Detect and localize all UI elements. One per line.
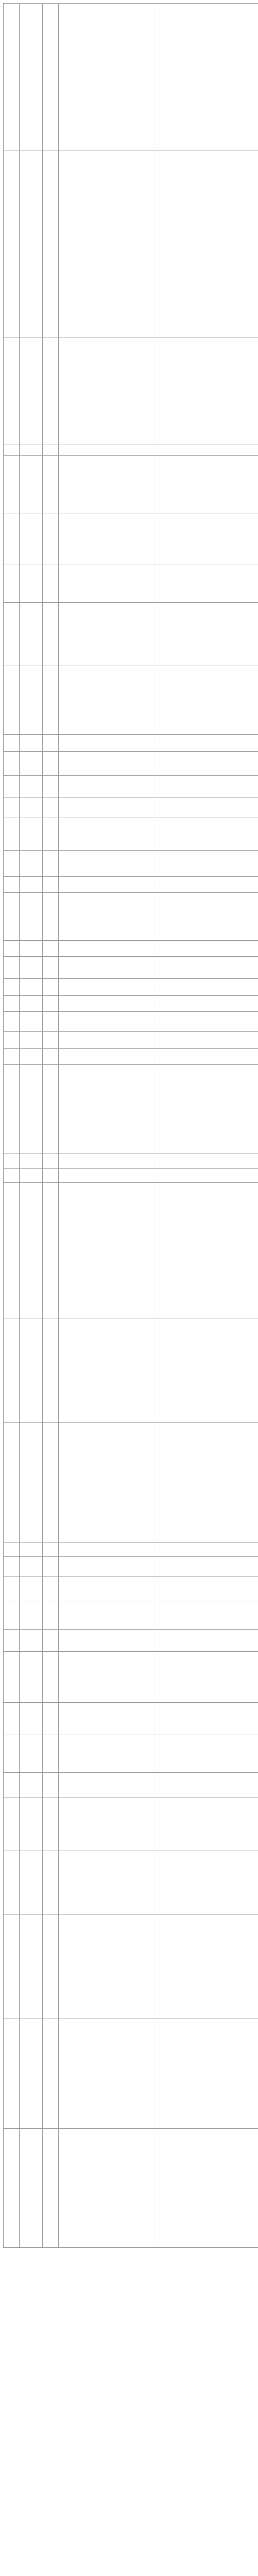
table-row xyxy=(4,818,258,851)
table-cell-c0 xyxy=(4,798,20,818)
table-cell-c1 xyxy=(20,1183,43,1318)
table-cell-c2 xyxy=(43,565,59,603)
table-cell-c1 xyxy=(20,1032,43,1049)
table-cell-c1 xyxy=(20,957,43,979)
table-cell-c0 xyxy=(4,1557,20,1577)
table-cell-c2 xyxy=(43,1630,59,1652)
table-cell-c1 xyxy=(20,603,43,666)
table-cell-c3 xyxy=(59,337,154,445)
table-cell-c4 xyxy=(154,1318,258,1423)
table-row xyxy=(4,1557,258,1577)
table-cell-c3 xyxy=(59,957,154,979)
table-cell-c0 xyxy=(4,818,20,851)
table-cell-c0 xyxy=(4,979,20,996)
table-cell-c2 xyxy=(43,851,59,877)
table-cell-c0 xyxy=(4,1798,20,1851)
table-cell-c2 xyxy=(43,150,59,337)
table-cell-c1 xyxy=(20,941,43,957)
table-cell-c4 xyxy=(154,1703,258,1735)
table-cell-c2 xyxy=(43,979,59,996)
table-row xyxy=(4,851,258,877)
table-cell-c3 xyxy=(59,877,154,893)
table-row xyxy=(4,2019,258,2129)
table-cell-c3 xyxy=(59,4,154,150)
table-cell-c1 xyxy=(20,979,43,996)
table-row xyxy=(4,1012,258,1032)
table-cell-c0 xyxy=(4,456,20,514)
table-cell-c0 xyxy=(4,2129,20,2248)
table-cell-c0 xyxy=(4,1049,20,1065)
table-row xyxy=(4,752,258,776)
table-cell-c0 xyxy=(4,603,20,666)
table-cell-c0 xyxy=(4,1652,20,1703)
table-cell-c0 xyxy=(4,893,20,941)
table-cell-c4 xyxy=(154,1049,258,1065)
table-cell-c4 xyxy=(154,776,258,798)
table-cell-c0 xyxy=(4,150,20,337)
table-row xyxy=(4,1601,258,1630)
table-cell-c0 xyxy=(4,565,20,603)
table-cell-c1 xyxy=(20,2019,43,2129)
table-cell-c4 xyxy=(154,877,258,893)
table-cell-c1 xyxy=(20,818,43,851)
table-cell-c3 xyxy=(59,2019,154,2129)
table-cell-c3 xyxy=(59,893,154,941)
table-row xyxy=(4,996,258,1012)
table-cell-c4 xyxy=(154,1914,258,2019)
table-cell-c4 xyxy=(154,941,258,957)
table-cell-c2 xyxy=(43,818,59,851)
table-cell-c1 xyxy=(20,1169,43,1183)
table-cell-c1 xyxy=(20,1703,43,1735)
table-cell-c4 xyxy=(154,1577,258,1601)
table-cell-c1 xyxy=(20,565,43,603)
table-cell-c0 xyxy=(4,752,20,776)
table-cell-c3 xyxy=(59,851,154,877)
table-cell-c1 xyxy=(20,1557,43,1577)
table-cell-c3 xyxy=(59,1914,154,2019)
table-row xyxy=(4,1652,258,1703)
table-cell-c1 xyxy=(20,752,43,776)
table-cell-c2 xyxy=(43,1773,59,1798)
table-cell-c3 xyxy=(59,445,154,456)
table-cell-c2 xyxy=(43,514,59,565)
table-cell-c3 xyxy=(59,776,154,798)
table-cell-c0 xyxy=(4,1423,20,1543)
table-cell-c3 xyxy=(59,1318,154,1423)
table-cell-c1 xyxy=(20,776,43,798)
table-cell-c4 xyxy=(154,2129,258,2248)
table-cell-c0 xyxy=(4,941,20,957)
table-cell-c4 xyxy=(154,1543,258,1557)
table-row xyxy=(4,456,258,514)
table-cell-c2 xyxy=(43,798,59,818)
table-body xyxy=(4,4,258,2248)
table-cell-c3 xyxy=(59,996,154,1012)
table-cell-c0 xyxy=(4,1032,20,1049)
table-cell-c1 xyxy=(20,666,43,735)
table-cell-c0 xyxy=(4,877,20,893)
table-cell-c4 xyxy=(154,1630,258,1652)
table-cell-c1 xyxy=(20,1154,43,1169)
table-cell-c3 xyxy=(59,735,154,752)
table-cell-c3 xyxy=(59,979,154,996)
table-cell-c2 xyxy=(43,752,59,776)
table-cell-c2 xyxy=(43,456,59,514)
table-cell-c4 xyxy=(154,893,258,941)
table-cell-c4 xyxy=(154,1735,258,1773)
table-cell-c4 xyxy=(154,1032,258,1049)
table-cell-c3 xyxy=(59,1773,154,1798)
table-cell-c3 xyxy=(59,1851,154,1914)
table-row xyxy=(4,1049,258,1065)
table-cell-c4 xyxy=(154,957,258,979)
table-row xyxy=(4,735,258,752)
table-cell-c1 xyxy=(20,1630,43,1652)
table-cell-c1 xyxy=(20,798,43,818)
table-cell-c2 xyxy=(43,1851,59,1914)
table-cell-c2 xyxy=(43,666,59,735)
table-cell-c3 xyxy=(59,1169,154,1183)
table-cell-c4 xyxy=(154,456,258,514)
table-cell-c1 xyxy=(20,445,43,456)
table-cell-c0 xyxy=(4,1577,20,1601)
table-cell-c2 xyxy=(43,337,59,445)
table-cell-c0 xyxy=(4,1065,20,1154)
table-cell-c1 xyxy=(20,150,43,337)
table-cell-c3 xyxy=(59,941,154,957)
table-cell-c0 xyxy=(4,1851,20,1914)
table-cell-c4 xyxy=(154,1798,258,1851)
table-cell-c2 xyxy=(43,1798,59,1851)
table-cell-c4 xyxy=(154,1183,258,1318)
table-row xyxy=(4,666,258,735)
table-cell-c4 xyxy=(154,337,258,445)
table-cell-c2 xyxy=(43,735,59,752)
table-row xyxy=(4,1914,258,2019)
document-table xyxy=(3,3,258,2248)
table-cell-c0 xyxy=(4,1703,20,1735)
table-cell-c3 xyxy=(59,1543,154,1557)
table-cell-c1 xyxy=(20,1735,43,1773)
table-cell-c1 xyxy=(20,893,43,941)
table-cell-c2 xyxy=(43,776,59,798)
table-cell-c4 xyxy=(154,445,258,456)
table-cell-c3 xyxy=(59,1065,154,1154)
table-cell-c3 xyxy=(59,1652,154,1703)
table-row xyxy=(4,941,258,957)
table-cell-c4 xyxy=(154,798,258,818)
table-cell-c3 xyxy=(59,1735,154,1773)
table-cell-c2 xyxy=(43,1049,59,1065)
table-cell-c2 xyxy=(43,1169,59,1183)
table-cell-c2 xyxy=(43,1601,59,1630)
table-row xyxy=(4,776,258,798)
table-cell-c1 xyxy=(20,1012,43,1032)
table-cell-c3 xyxy=(59,1577,154,1601)
table-cell-c0 xyxy=(4,4,20,150)
table-cell-c2 xyxy=(43,2019,59,2129)
table-cell-c4 xyxy=(154,1065,258,1154)
table-cell-c3 xyxy=(59,565,154,603)
table-cell-c0 xyxy=(4,957,20,979)
table-cell-c1 xyxy=(20,1851,43,1914)
table-row xyxy=(4,1703,258,1735)
table-cell-c0 xyxy=(4,776,20,798)
table-cell-c1 xyxy=(20,1065,43,1154)
table-cell-c3 xyxy=(59,666,154,735)
table-cell-c4 xyxy=(154,752,258,776)
table-cell-c2 xyxy=(43,1423,59,1543)
table-cell-c1 xyxy=(20,1049,43,1065)
table-cell-c3 xyxy=(59,1423,154,1543)
table-cell-c0 xyxy=(4,1169,20,1183)
table-cell-c2 xyxy=(43,1543,59,1557)
table-cell-c2 xyxy=(43,1557,59,1577)
table-row xyxy=(4,1154,258,1169)
table-row xyxy=(4,1318,258,1423)
table-cell-c4 xyxy=(154,1851,258,1914)
table-cell-c3 xyxy=(59,514,154,565)
table-row xyxy=(4,1630,258,1652)
table-cell-c2 xyxy=(43,2129,59,2248)
table-cell-c1 xyxy=(20,1798,43,1851)
table-cell-c0 xyxy=(4,1630,20,1652)
table-cell-c0 xyxy=(4,1154,20,1169)
table-cell-c0 xyxy=(4,337,20,445)
table-row xyxy=(4,957,258,979)
table-cell-c0 xyxy=(4,445,20,456)
table-cell-c4 xyxy=(154,1652,258,1703)
table-row xyxy=(4,514,258,565)
table-cell-c3 xyxy=(59,1049,154,1065)
table-cell-c3 xyxy=(59,456,154,514)
table-cell-c1 xyxy=(20,1318,43,1423)
table-row xyxy=(4,4,258,150)
table-cell-c1 xyxy=(20,851,43,877)
table-cell-c1 xyxy=(20,4,43,150)
table-row xyxy=(4,1032,258,1049)
table-cell-c3 xyxy=(59,150,154,337)
table-cell-c1 xyxy=(20,456,43,514)
table-cell-c4 xyxy=(154,996,258,1012)
table-cell-c2 xyxy=(43,893,59,941)
table-cell-c4 xyxy=(154,1154,258,1169)
table-cell-c2 xyxy=(43,1914,59,2019)
table-cell-c3 xyxy=(59,1032,154,1049)
table-cell-c2 xyxy=(43,1703,59,1735)
table-row xyxy=(4,1065,258,1154)
table-cell-c4 xyxy=(154,1601,258,1630)
table-row xyxy=(4,979,258,996)
table-cell-c1 xyxy=(20,1577,43,1601)
table-cell-c3 xyxy=(59,603,154,666)
table-cell-c3 xyxy=(59,1557,154,1577)
table-row xyxy=(4,1798,258,1851)
table-cell-c3 xyxy=(59,1703,154,1735)
table-cell-c1 xyxy=(20,735,43,752)
table-cell-c2 xyxy=(43,941,59,957)
table-cell-c1 xyxy=(20,996,43,1012)
table-row xyxy=(4,798,258,818)
table-row xyxy=(4,603,258,666)
table-cell-c0 xyxy=(4,1318,20,1423)
table-row xyxy=(4,1851,258,1914)
table-row xyxy=(4,1773,258,1798)
table-cell-c1 xyxy=(20,1652,43,1703)
table-cell-c1 xyxy=(20,337,43,445)
table-cell-c4 xyxy=(154,1012,258,1032)
table-cell-c1 xyxy=(20,514,43,565)
table-cell-c2 xyxy=(43,1154,59,1169)
table-cell-c0 xyxy=(4,2019,20,2129)
table-cell-c2 xyxy=(43,1032,59,1049)
table-cell-c1 xyxy=(20,1423,43,1543)
table-cell-c2 xyxy=(43,4,59,150)
table-cell-c3 xyxy=(59,1601,154,1630)
table-cell-c1 xyxy=(20,2129,43,2248)
table-cell-c1 xyxy=(20,877,43,893)
table-cell-c4 xyxy=(154,1557,258,1577)
table-cell-c2 xyxy=(43,1735,59,1773)
table-cell-c4 xyxy=(154,603,258,666)
table-row xyxy=(4,893,258,941)
table-cell-c2 xyxy=(43,957,59,979)
table-cell-c2 xyxy=(43,1065,59,1154)
table-cell-c2 xyxy=(43,445,59,456)
table-cell-c4 xyxy=(154,150,258,337)
table-cell-c0 xyxy=(4,1012,20,1032)
table-cell-c4 xyxy=(154,851,258,877)
table-row xyxy=(4,877,258,893)
table-cell-c1 xyxy=(20,1601,43,1630)
table-cell-c0 xyxy=(4,851,20,877)
table-cell-c2 xyxy=(43,1577,59,1601)
table-row xyxy=(4,1169,258,1183)
table-cell-c0 xyxy=(4,1735,20,1773)
table-cell-c2 xyxy=(43,1183,59,1318)
table-row xyxy=(4,337,258,445)
table-cell-c4 xyxy=(154,1773,258,1798)
table-row xyxy=(4,150,258,337)
table-row xyxy=(4,1735,258,1773)
table-cell-c4 xyxy=(154,735,258,752)
table-cell-c4 xyxy=(154,565,258,603)
table-cell-c3 xyxy=(59,752,154,776)
table-cell-c0 xyxy=(4,1773,20,1798)
table-row xyxy=(4,445,258,456)
table-cell-c3 xyxy=(59,1154,154,1169)
table-cell-c3 xyxy=(59,818,154,851)
table-cell-c0 xyxy=(4,1914,20,2019)
table-cell-c3 xyxy=(59,1012,154,1032)
table-cell-c1 xyxy=(20,1914,43,2019)
table-cell-c3 xyxy=(59,1798,154,1851)
table-row xyxy=(4,565,258,603)
table-cell-c2 xyxy=(43,603,59,666)
table-cell-c3 xyxy=(59,2129,154,2248)
table-cell-c2 xyxy=(43,1652,59,1703)
table-cell-c4 xyxy=(154,1423,258,1543)
table-cell-c3 xyxy=(59,1183,154,1318)
table-cell-c2 xyxy=(43,1318,59,1423)
table-cell-c0 xyxy=(4,1183,20,1318)
table-cell-c0 xyxy=(4,514,20,565)
table-cell-c4 xyxy=(154,1169,258,1183)
table-cell-c2 xyxy=(43,1012,59,1032)
table-cell-c3 xyxy=(59,1630,154,1652)
table-row xyxy=(4,1423,258,1543)
table-cell-c0 xyxy=(4,735,20,752)
table-cell-c1 xyxy=(20,1773,43,1798)
table-row xyxy=(4,2129,258,2248)
table-row xyxy=(4,1183,258,1318)
table-cell-c0 xyxy=(4,996,20,1012)
table-cell-c2 xyxy=(43,996,59,1012)
table-cell-c2 xyxy=(43,877,59,893)
table-cell-c4 xyxy=(154,514,258,565)
document-page xyxy=(3,3,255,2248)
table-cell-c0 xyxy=(4,1601,20,1630)
table-cell-c1 xyxy=(20,1543,43,1557)
table-cell-c4 xyxy=(154,2019,258,2129)
table-cell-c4 xyxy=(154,979,258,996)
table-cell-c0 xyxy=(4,666,20,735)
table-cell-c3 xyxy=(59,798,154,818)
table-cell-c4 xyxy=(154,666,258,735)
table-cell-c4 xyxy=(154,818,258,851)
table-row xyxy=(4,1543,258,1557)
table-cell-c4 xyxy=(154,4,258,150)
table-cell-c0 xyxy=(4,1543,20,1557)
table-row xyxy=(4,1577,258,1601)
